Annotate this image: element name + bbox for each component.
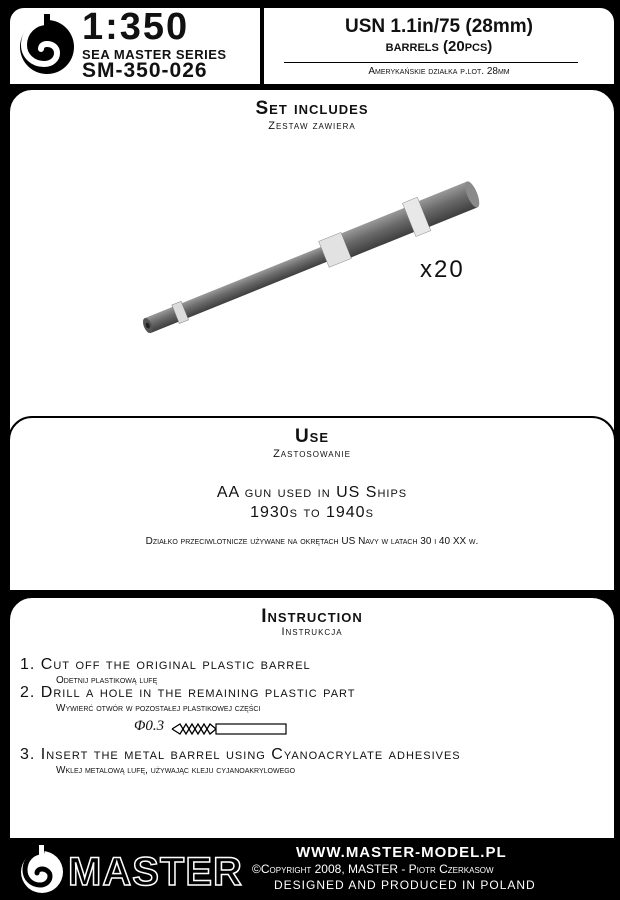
step-text: Insert the metal barrel using Cyanoacrylate adhesives [40,746,461,763]
step-1-pl: Odetnij plastikową lufę [56,675,158,686]
product-code: SM-350-026 [82,59,208,82]
set-heading: Set includes [255,98,369,119]
drill-bit-icon [170,720,290,738]
quantity-label: x20 [420,256,465,283]
product-title: USN 1.1in/75 (28mm) [345,16,533,37]
footer-copyright: ©Copyright 2008, MASTER - Piotr Czerkasow [252,862,494,876]
instruction-panel [8,596,616,840]
series-label: SEA MASTER SERIES [82,47,227,62]
step-number: 2. [20,684,36,701]
set-heading-pl: Zestaw zawiera [268,120,356,132]
use-heading: Use [294,426,330,447]
step-2-pl: Wywierć otwór w pozostałej plastikowej części [56,703,261,714]
step-number: 3. [20,746,36,763]
use-description-pl: Działko przeciwlotnicze używane na okrętach US Navy w latach 30 i 40 XX w. [145,536,479,547]
footer-brand: MASTER [68,850,243,894]
step-text: Drill a hole in the remaining plastic part [40,684,356,701]
footer-website[interactable]: WWW.MASTER-MODEL.PL [296,844,507,861]
set-includes-panel [8,88,616,438]
title-divider [284,62,578,63]
step-number: 1. [20,656,36,673]
step-2 [20,684,356,702]
instruction-heading: Instruction [261,606,363,627]
polish-subtitle: Amerykańskie działka p.lot. 28mm [368,66,510,77]
header-logo-panel [8,6,262,86]
step-text: Cut off the original plastic barrel [40,656,311,673]
use-line-1: AA gun used in US Ships [216,484,408,501]
footer-swirl-logo-icon [18,844,66,896]
use-line-2: 1930s to 1940s [250,504,374,521]
step-3-pl: Wklej metalową lufę, używając kleju cyjanoakrylowego [56,765,296,776]
header-title-panel [262,6,616,86]
step-3 [20,746,461,764]
use-panel [8,416,616,592]
instruction-heading-pl: Instrukcja [281,626,343,638]
drill-size-label: Φ0.3 [134,718,165,734]
step-1 [20,656,311,674]
scale-label: 1:350 [82,6,190,48]
master-swirl-logo-icon [16,12,78,78]
footer-produced: DESIGNED AND PRODUCED IN POLAND [274,878,536,892]
use-heading-pl: Zastosowanie [273,448,351,460]
product-subtitle: barrels (20pcs) [385,38,493,55]
